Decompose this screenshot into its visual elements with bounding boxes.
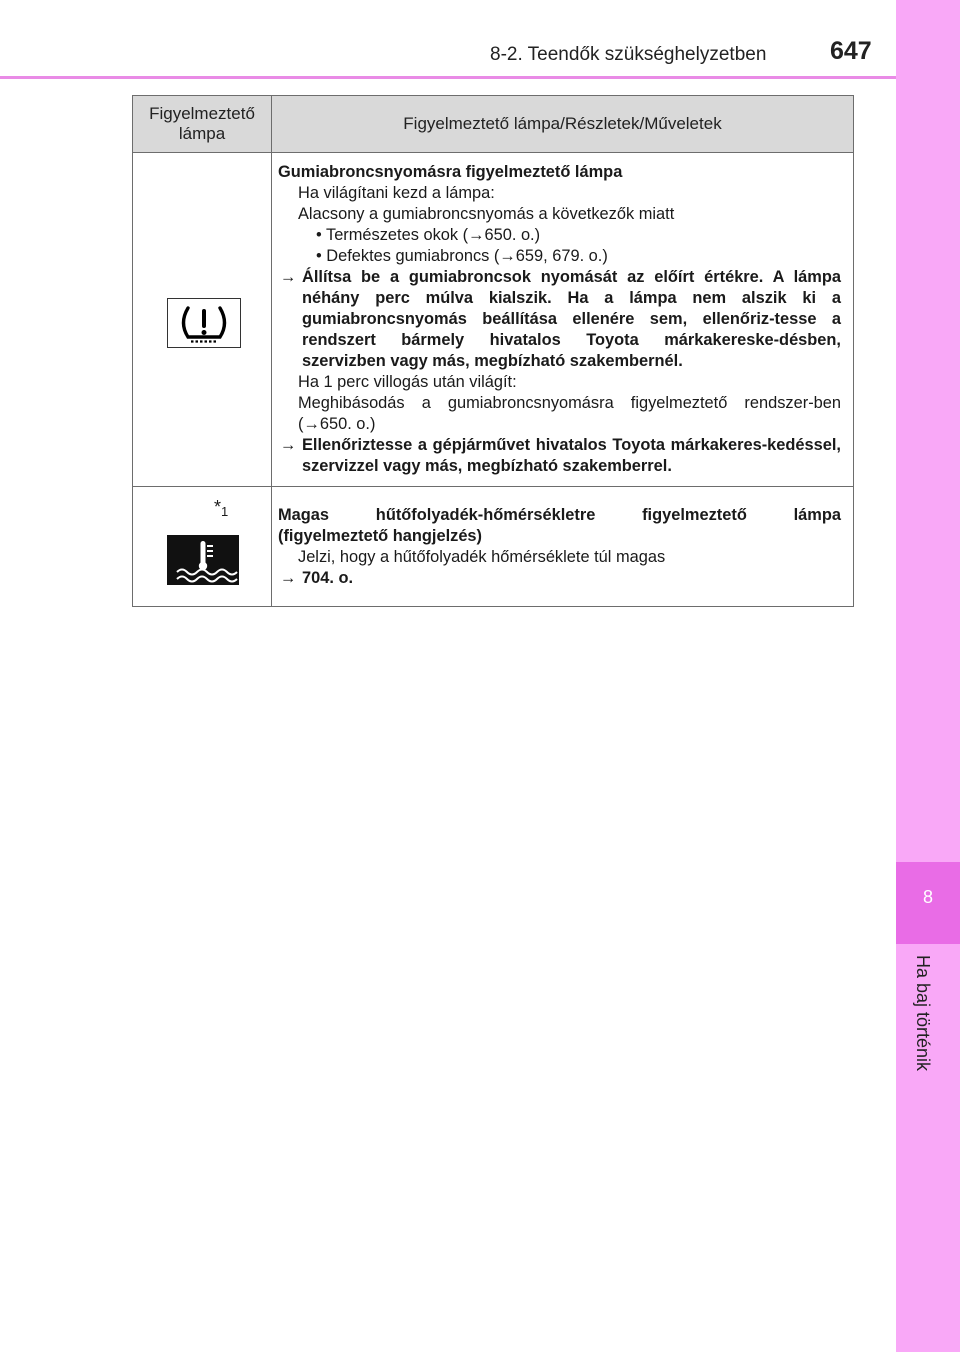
detail-text: Jelzi, hogy a hűtőfolyadék hőmérséklete túl magas (298, 548, 666, 566)
lamp-cell (133, 487, 272, 607)
lamp-title: Magas hűtőfolyadék-hőmérsékletre figyelmeztető lámpa (278, 506, 841, 524)
lamp-title: Gumiabroncsnyomásra figyelmeztető lámpa (278, 163, 623, 181)
page-number: 647 (830, 37, 872, 65)
column-header-details: Figyelmeztető lámpa/Részletek/Műveletek (272, 96, 854, 153)
column-header-lamp: Figyelmeztető lámpa (133, 96, 272, 153)
table-header-row (133, 96, 854, 153)
footnote-marker: $*_1$ (214, 497, 229, 519)
action-text: → Ellenőriztesse a gépjárművet hivatalos Toyota márkakeres-kedéssel, szervizzel vagy más, megbízható szakemberrel. (280, 436, 841, 475)
lamp-title-note: (figyelmeztető hangjelzés) (278, 527, 483, 545)
bullet-item: • Természetes okok (→650. o.) (316, 226, 541, 244)
detail-text: Alacsony a gumiabroncsnyomás a következők miatt (298, 205, 675, 223)
side-tab-strip (896, 0, 960, 1352)
chapter-number: 8 (922, 887, 933, 907)
header-rule (0, 76, 896, 79)
table-row (133, 153, 854, 487)
table-row (133, 487, 854, 607)
section-title: 8-2. Teendők szükséghelyzetben (490, 44, 767, 65)
tire-pressure-warning-icon (167, 298, 241, 348)
arrow-icon: → (280, 569, 297, 587)
action-text: → Állítsa be a gumiabroncsok nyomását az előírt értékre. A lámpa néhány perc múlva kialszik. Ha a lámpa nem alszik ki a gumiabroncsnyomás beállítása ellenére sem, ellenőriz-tesse a rendszert bármely hivatalos Toyota márkakereske-désben, szervizben vagy más, megbízható szakembernél. (280, 268, 841, 370)
chapter-tab[interactable] (896, 862, 960, 944)
bullet-item: • Defektes gumiabroncs (→659, 679. o.) (316, 247, 608, 265)
lamp-details (272, 487, 854, 607)
coolant-temperature-warning-icon (167, 535, 239, 585)
warning-lamp-table (132, 95, 854, 607)
arrow-icon: → (280, 268, 297, 286)
lamp-cell (133, 153, 272, 487)
chapter-label: Ha baj történik (913, 955, 933, 1072)
detail-text: Ha 1 perc villogás után világít: (298, 373, 517, 391)
detail-text: Meghibásodás a gumiabroncsnyomásra figyelmeztető rendszer-ben (→650. o.) (298, 394, 841, 433)
lamp-details (272, 153, 854, 487)
action-text: → 704. o. (280, 569, 354, 587)
detail-text: Ha világítani kezd a lámpa: (298, 184, 495, 202)
arrow-icon: → (280, 436, 297, 454)
